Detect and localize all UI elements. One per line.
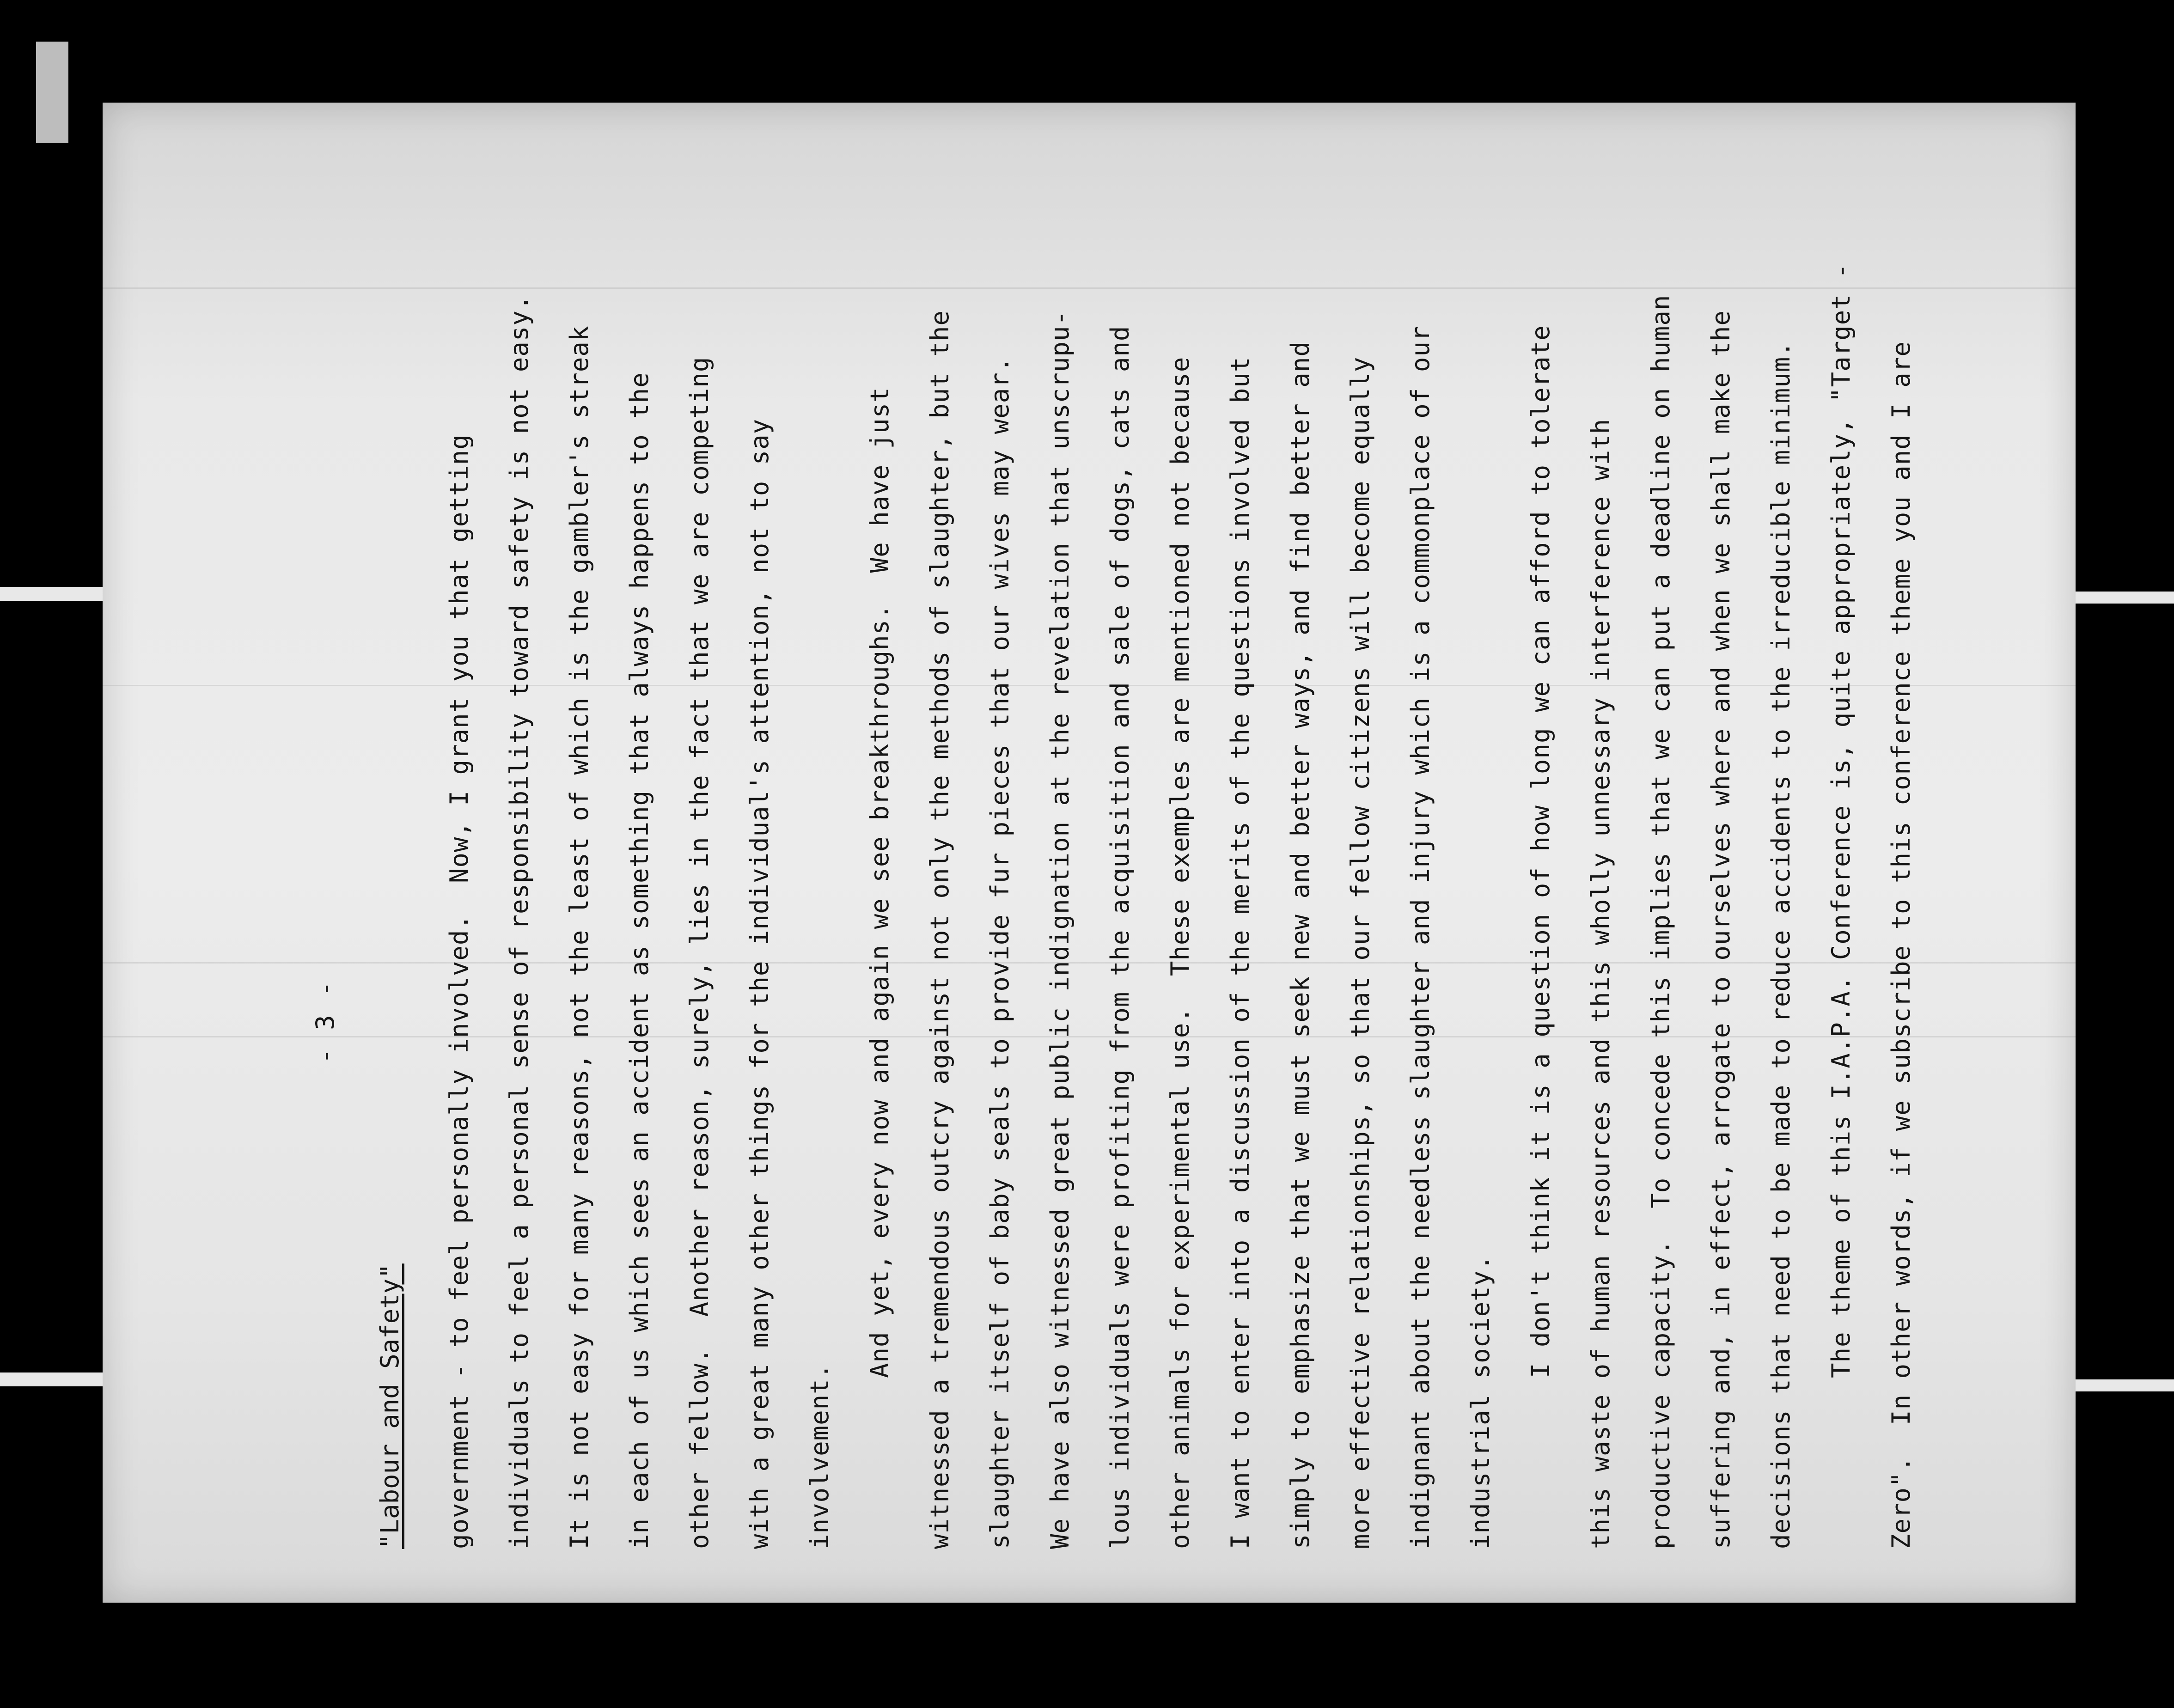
text-line: Zero". In other words, if we subscribe to this conference theme you and I are (1887, 341, 1916, 1549)
text-line: witnessed a tremendous outcry against not only the methods of slaughter, but the (925, 310, 954, 1549)
text-line: government - to feel personally involved. Now, I grant you that getting (445, 434, 474, 1549)
paragraph-first-line: The theme of this I.A.P.A. Conference is, quite appropriately, "Target - (1826, 263, 1856, 1378)
text-line: We have also witnessed great public indignation at the revelation that unscrupu- (1045, 310, 1075, 1549)
text-line: indignant about the needless slaughter and injury which is a commonplace of our (1406, 325, 1435, 1549)
film-edge-mark-left-upper (0, 587, 116, 601)
text-line: individuals to feel a personal sense of responsibility toward safety is not easy. (505, 294, 534, 1549)
rotated-text-block (241, 163, 2090, 1549)
text-line: suffering and, in effect, arrogate to ourselves where and when we shall make the (1706, 310, 1735, 1549)
text-line: slaughter itself of baby seals to provide fur pieces that our wives may wear. (985, 356, 1014, 1549)
text-line: It is not easy for many reasons, not the least of which is the gambler's streak (565, 325, 594, 1549)
text-line: this waste of human resources and this wholly unnessary interference with (1586, 418, 1615, 1549)
text-line: involvement. (805, 1363, 834, 1549)
page-number: - 3 - (311, 979, 340, 1064)
running-head: "Labour and Safety" (375, 1263, 404, 1549)
text-line: industrial society. (1466, 1255, 1495, 1549)
text-line: in each of us which sees an accident as something that always happens to the (625, 372, 654, 1549)
text-line: lous individuals were profiting from the acquisition and sale of dogs, cats and (1105, 325, 1135, 1549)
text-line: more effective relationships, so that our fellow citizens will become equally (1346, 356, 1375, 1549)
document-page (103, 103, 2076, 1603)
text-line: I want to enter into a discussion of the merits of the questions involved but (1226, 356, 1255, 1549)
text-line: other fellow. Another reason, surely, lies in the fact that we are competing (685, 356, 714, 1549)
text-line: decisions that need to be made to reduce accidents to the irreducible minimum. (1766, 341, 1795, 1549)
film-edge-mark-left-lower (0, 1372, 106, 1386)
paragraph-first-line: I don't think it is a question of how long we can afford to tolerate (1526, 325, 1555, 1378)
paragraph-first-line: And yet, every now and again we see breakthroughs. We have just (865, 387, 894, 1378)
film-edge-mark-top-left (36, 42, 68, 143)
text-line: other animals for experimental use. These exemples are mentioned not because (1166, 356, 1195, 1549)
text-line: with a great many other things for the individual's attention, not to say (745, 418, 774, 1549)
text-line: simply to emphasize that we must seek new and better ways, and find better and (1286, 341, 1315, 1549)
text-line: productive capacity. To concede this implies that we can put a deadline on human (1646, 294, 1675, 1549)
